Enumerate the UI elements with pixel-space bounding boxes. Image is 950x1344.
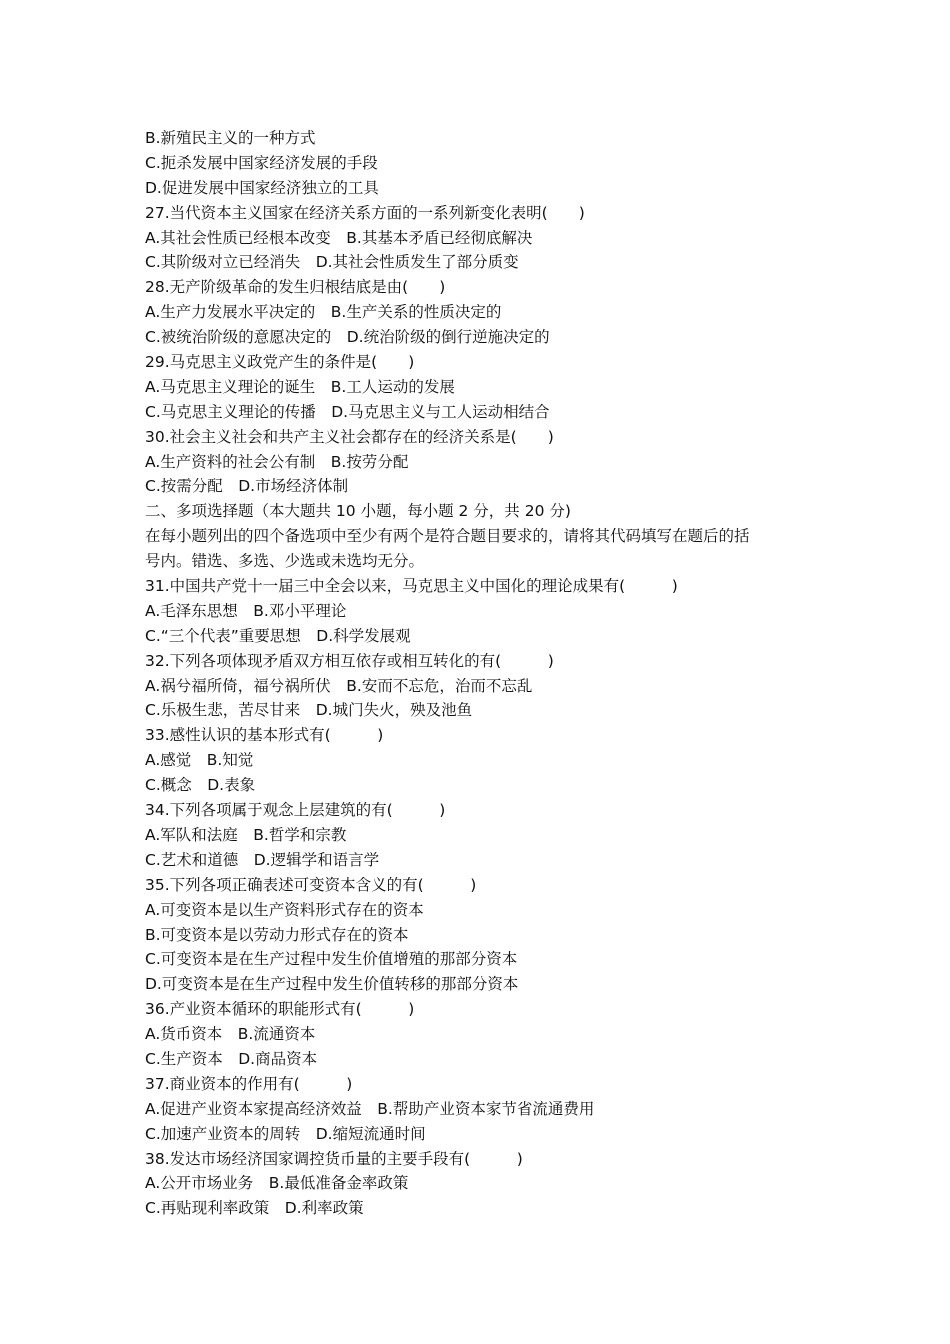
text-line: B.新殖民主义的一种方式 <box>145 129 316 147</box>
text-line: C.“三个代表”重要思想 D.科学发展观 <box>145 626 411 645</box>
text-line: C.加速产业资本的周转 D.缩短流通时间 <box>145 1124 426 1143</box>
section-instructions: 在每小题列出的四个备选项中至少有两个是符合题目要求的，请将其代码填写在题后的括 <box>145 527 750 546</box>
text-line: A.货币资本 B.流通资本 <box>145 1025 316 1044</box>
text-line: A.祸兮福所倚，福兮祸所伏 B.安而不忘危，治而不忘乱 <box>145 676 533 695</box>
text-line: C.艺术和道德 D.逻辑学和语言学 <box>145 850 380 869</box>
question-37: 37.商业资本的作用有( ) <box>145 1074 353 1093</box>
text-line: C.乐极生悲，苦尽甘来 D.城门失火，殃及池鱼 <box>145 701 473 720</box>
text-line: A.可变资本是以生产资料形式存在的资本 <box>145 900 424 919</box>
text-line: C.生产资本 D.商品资本 <box>145 1049 318 1068</box>
text-line: A.生产资料的社会公有制 B.按劳分配 <box>145 452 409 471</box>
text-line: C.再贴现利率政策 D.利率政策 <box>145 1199 364 1218</box>
text-line: A.公开市场业务 B.最低准备金率政策 <box>145 1174 409 1193</box>
question-30: 30.社会主义社会和共产主义社会都存在的经济关系是( ) <box>145 427 554 446</box>
text-line: C.其阶级对立已经消失 D.其社会性质发生了部分质变 <box>145 253 519 272</box>
text-line: A.感觉 B.知觉 <box>145 751 254 770</box>
text-line: A.军队和法庭 B.哲学和宗教 <box>145 825 347 844</box>
question-29: 29.马克思主义政党产生的条件是( ) <box>145 353 415 372</box>
text-line: A.其社会性质已经根本改变 B.其基本矛盾已经彻底解决 <box>145 228 533 247</box>
text-line: C.按需分配 D.市场经济体制 <box>145 477 349 496</box>
text-line: C.马克思主义理论的传播 D.马克思主义与工人运动相结合 <box>145 402 550 421</box>
text-line: C.被统治阶级的意愿决定的 D.统治阶级的倒行逆施决定的 <box>145 328 550 347</box>
text-line: C.扼杀发展中国家经济发展的手段 <box>145 153 378 172</box>
question-33: 33.感性认识的基本形式有( ) <box>145 726 384 745</box>
question-35: 35.下列各项正确表述可变资本含义的有( ) <box>145 875 477 894</box>
question-34: 34.下列各项属于观念上层建筑的有( ) <box>145 801 446 820</box>
question-31: 31.中国共产党十一届三中全会以来，马克思主义中国化的理论成果有( ) <box>145 577 678 596</box>
text-line: D.促进发展中国家经济独立的工具 <box>145 178 379 197</box>
text-line: B.可变资本是以劳动力形式存在的资本 <box>145 925 409 944</box>
text-line: A.毛泽东思想 B.邓小平理论 <box>145 601 347 620</box>
question-27: 27.当代资本主义国家在经济关系方面的一系列新变化表明( ) <box>145 203 585 222</box>
question-32: 32.下列各项体现矛盾双方相互依存或相互转化的有( ) <box>145 651 554 670</box>
text-line: D.可变资本是在生产过程中发生价值转移的那部分资本 <box>145 975 519 994</box>
question-38: 38.发达市场经济国家调控货币量的主要手段有( ) <box>145 1149 523 1168</box>
text-line: A.生产力发展水平决定的 B.生产关系的性质决定的 <box>145 303 502 322</box>
text-line: C.概念 D.表象 <box>145 776 256 795</box>
exam-text-body <box>145 126 815 1221</box>
question-36: 36.产业资本循环的职能形式有( ) <box>145 1000 415 1019</box>
text-line: A.促进产业资本家提高经济效益 B.帮助产业资本家节省流通费用 <box>145 1099 595 1118</box>
question-28: 28.无产阶级革命的发生归根结底是由( ) <box>145 278 446 297</box>
section-instructions: 号内。错选、多选、少选或未选均无分。 <box>145 552 425 571</box>
text-line: A.马克思主义理论的诞生 B.工人运动的发展 <box>145 377 455 396</box>
text-line: C.可变资本是在生产过程中发生价值增殖的那部分资本 <box>145 950 518 969</box>
section-heading: 二、多项选择题（本大题共 10 小题，每小题 2 分，共 20 分) <box>145 502 571 521</box>
